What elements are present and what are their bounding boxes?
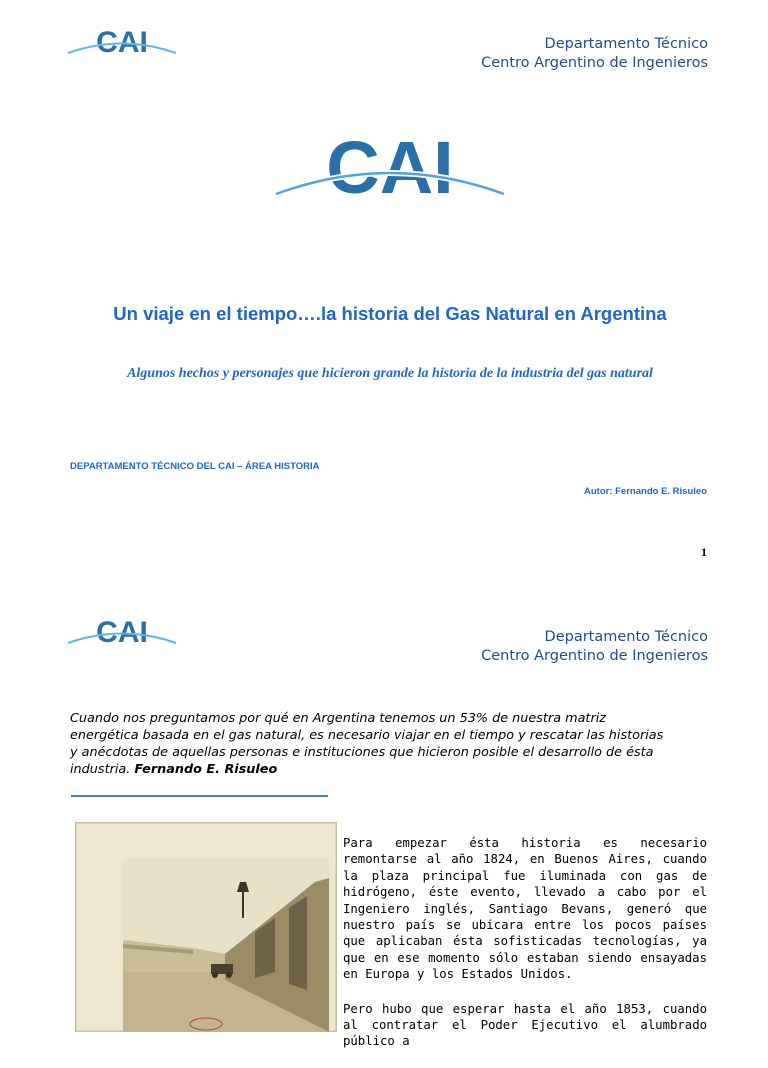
document-title: Un viaje en el tiempo….la historia del Gas Natural en Argentina	[113, 303, 667, 324]
header-organization: Centro Argentino de Ingenieros	[481, 55, 708, 71]
body-paragraph: Para empezar ésta historia es necesario remontarse al año 1824, en Buenos Aires, cuando la plaza principal fue iluminada con gas de hidrógeno, éste evento, llevado a cabo por el Ingeniero inglés, Santiago Bevans, generó que nuestro país se ubicara entre los pocos países que aplicaban ésta sofisticadas tecnologías, ya que en ese momento sólo estaban siendo ensayadas en Europa y los Estados Unidos.	[343, 836, 707, 982]
intro-signature: Fernando E. Risuleo	[134, 762, 278, 777]
intro-paragraph	[70, 710, 670, 778]
header-department: Departamento Técnico	[544, 629, 708, 645]
body-paragraph: Pero hubo que esperar hasta el año 1853, cuando al contratar el Poder Ejecutivo el alumbrado público a	[343, 1001, 707, 1049]
header-organization: Centro Argentino de Ingenieros	[481, 648, 708, 664]
cai-logo-icon	[66, 610, 178, 654]
author-label: Autor: Fernando E. Risuleo	[584, 486, 707, 497]
historic-street-photo	[75, 822, 337, 1032]
svg-text:CAI: CAI	[96, 26, 148, 59]
document-page-2	[0, 585, 768, 1049]
page-header	[481, 628, 708, 666]
page-header	[481, 35, 708, 73]
svg-text:CAI: CAI	[96, 616, 148, 649]
page-number: 1	[701, 545, 707, 559]
department-label: DEPARTAMENTO TÉCNICO DEL CAI – ÁREA HISTORIA	[70, 461, 320, 472]
cai-logo-icon	[66, 20, 178, 64]
document-subtitle: Algunos hechos y personajes que hicieron grande la historia de la industria del gas natural	[127, 366, 653, 381]
page-gap	[0, 580, 768, 590]
body-text	[343, 835, 707, 1068]
intro-text: Cuando nos preguntamos por qué en Argentina tenemos un 53% de nuestra matriz energética basada en el gas natural, es necesario viajar en el tiempo y rescatar las historias y anécdotas de aquellas personas e instituciones que hicieron posible el desarrollo de ésta industria.	[70, 711, 664, 777]
divider-rule	[71, 795, 328, 797]
cai-logo-large-icon	[270, 108, 510, 220]
svg-text:CAI: CAI	[326, 126, 454, 209]
header-department: Departamento Técnico	[544, 36, 708, 52]
